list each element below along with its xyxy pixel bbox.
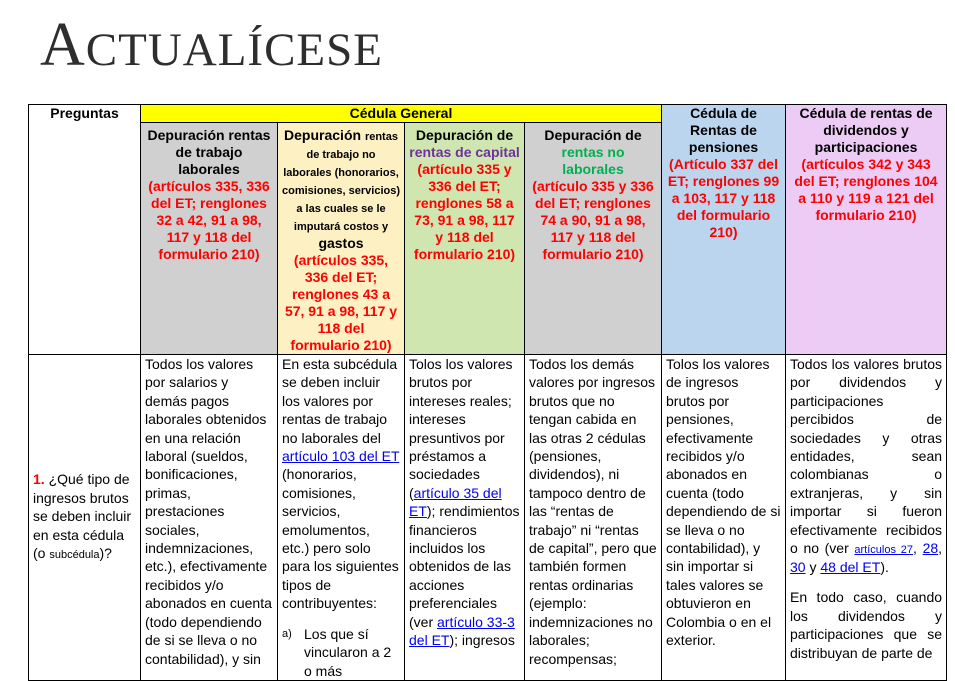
link-articulo-35[interactable]: artículo 35 del ET: [409, 484, 502, 520]
link-articulo-103[interactable]: artículo 103 del ET: [282, 448, 400, 465]
dividendos-paragraph-2: En todo caso, cuando los dividendos y participaciones que se distribuyan de parte de: [790, 589, 943, 661]
cedula-general-header: Cédula General: [141, 105, 662, 123]
rentas-no-laborales2-header: Depuración de rentas no laborales (artículo 335 y 336 del ET; renglones 74 a 90, 91 a 98, 117 y 118 del formulario 210): [525, 123, 662, 355]
answer-pensiones: Tolos los valores de ingresos brutos por pensiones, efectivamente recibidos y/o abonados en cuenta (todo dependiendo de si se lleva o no contabilidad), y sin importar si tales valores se obtuvieron en Colombia o en el exterior.: [662, 355, 786, 681]
rentas-no-laborales-header: Depuración rentas de trabajo no laborales (honorarios, comisiones, servicios) a las cuales se le imputará costos y gastos (artículos 335, 336 del ET; renglones 43 a 57, 91 a 98, 117 y 118 del formulario 210): [278, 123, 405, 355]
answer-laborales: Todos los valores por salarios y demás pagos laborales obtenidos en una relación laboral (sueldos, bonificaciones, primas, prestaciones sociales, indemnizaciones, etc.), efectivamente recibidos y/o abonados en cuenta (todo dependiendo de si se lleva o no contabilidad), y sin: [141, 355, 278, 681]
answer-capital: Tolos los valores brutos por intereses reales; intereses presuntivos por préstamos a sociedades (artículo 35 del ET); rendimientos financieros incluidos los obtenidos de las acciones preferenciales (ver artículo 33-3 del ET); ingresos: [405, 355, 525, 681]
question-1: 1. ¿Qué tipo de ingresos brutos se deben incluir en esta cédula (o subcédula)?: [29, 355, 141, 681]
cedula-pensiones-header: Cédula de Rentas de pensiones (Artículo 337 del ET; renglones 99 a 103, 117 y 118 del formulario 210): [662, 105, 786, 355]
cedulas-table: [28, 104, 947, 681]
link-articulo-30[interactable]: 30: [790, 559, 806, 576]
link-articulo-27[interactable]: artículos 27: [854, 544, 914, 557]
link-articulo-33-3[interactable]: artículo 33-3 del ET: [409, 613, 515, 649]
preguntas-header: Preguntas: [29, 105, 141, 355]
actualicese-logo: ACTUALÍCESE: [40, 11, 383, 79]
answer-no-laborales2: Todos los demás valores por ingresos brutos que no tengan cabida en las otras 2 cédulas (pensiones, dividendos), ni tampoco dentro de las “rentas de trabajo” ni “rentas de capital”, pero que también formen rentas ordinarias (ejemplo: indemnizaciones no laborales; recompensas;: [525, 355, 662, 681]
list-item: a) Los que sí vincularon a 2 o más: [282, 625, 392, 679]
link-articulo-48[interactable]: 48 del ET: [820, 559, 881, 576]
rentas-laborales-header: Depuración rentas de trabajo laborales (artículos 335, 336 del ET; renglones 32 a 42, 91 a 98, 117 y 118 del formulario 210): [141, 123, 278, 355]
rentas-capital-header: Depuración de rentas de capital (artículo 335 y 336 del ET; renglones 58 a 73, 91 a 98, 117 y 118 del formulario 210): [405, 123, 525, 355]
link-articulo-28[interactable]: 28: [922, 540, 939, 557]
answer-no-laborales: En esta subcédula se deben incluir los valores por rentas de trabajo no laborales del artículo 103 del ET (honorarios, comisiones, servicios, emolumentos, etc.) pero solo para los siguientes tipos de contribuyentes: a) Los que sí vincularon a 2 o más: [278, 355, 405, 681]
answer-dividendos: Todos los valores brutos por dividendos y participaciones percibidos de sociedades y otras entidades, sean colombianas o extranjeras, y sin importar si fueron efectivamente recibidos o no (ver artículos 27, 28, 30 y 48 del ET). En todo caso, cuando los dividendos y participaciones que se distribuyan de parte de: [786, 355, 947, 681]
cedula-dividendos-header: Cédula de rentas de dividendos y participaciones (artículos 342 y 343 del ET; renglones 104 a 110 y 119 a 121 del formulario 210): [786, 105, 947, 355]
